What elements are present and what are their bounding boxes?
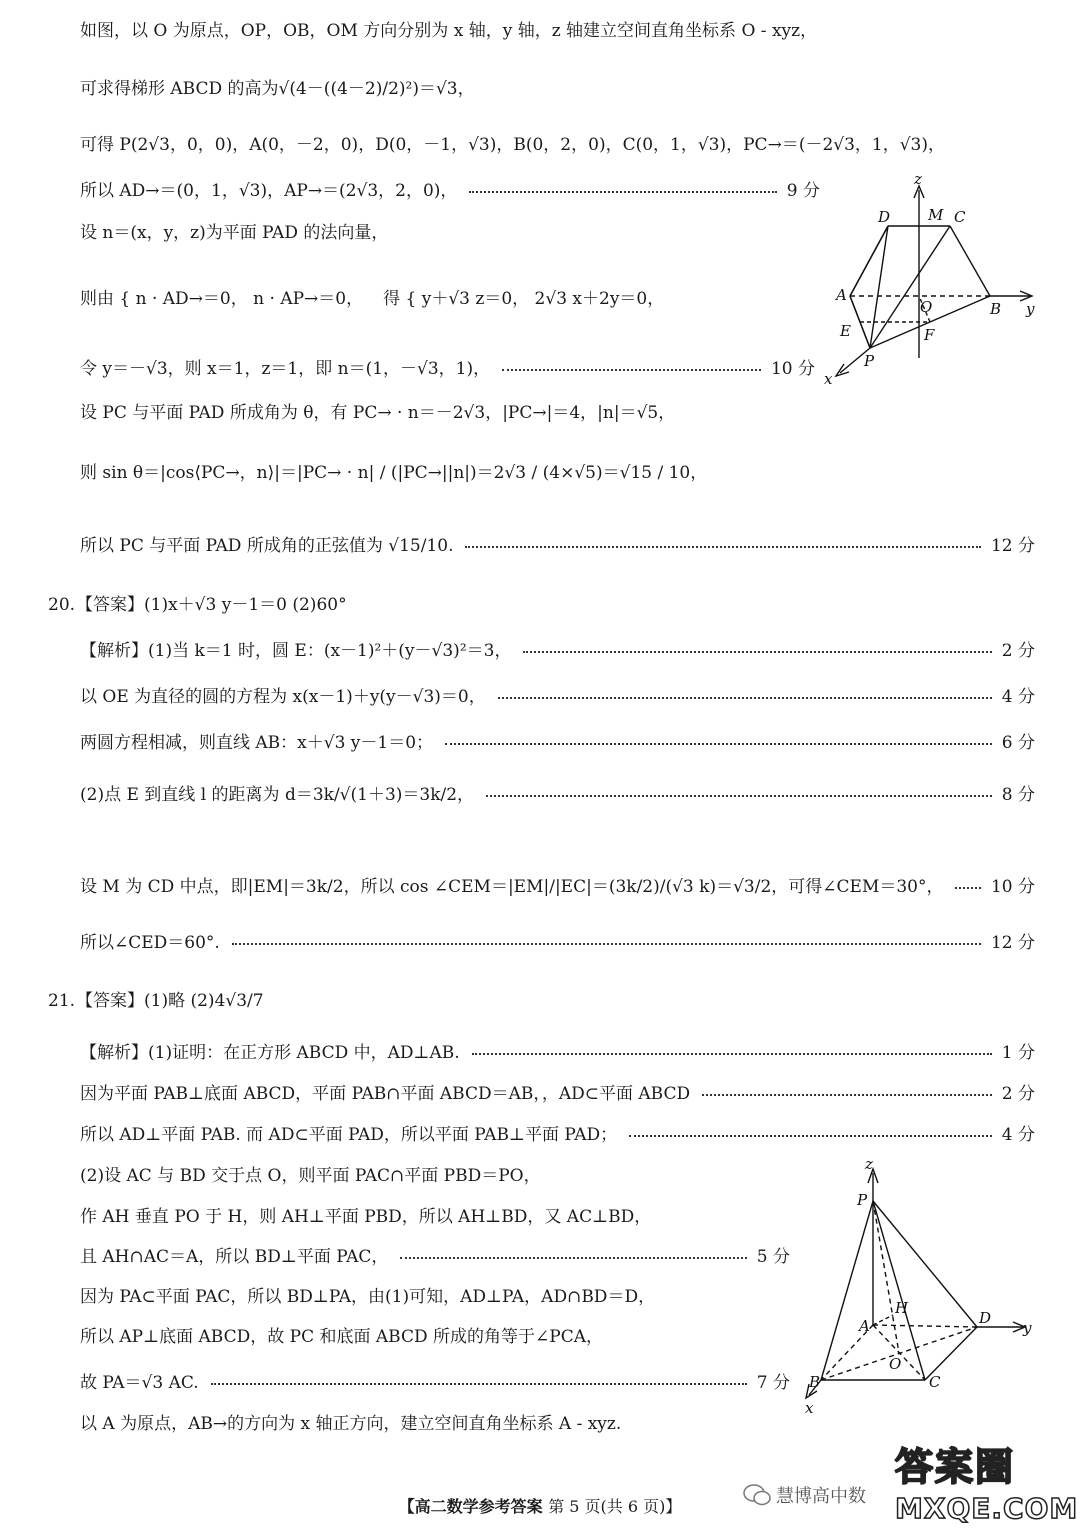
axis-label-y: y xyxy=(1023,1319,1032,1337)
text-line: 所以 AP⊥底面 ABCD，故 PC 和底面 ABCD 所成的角等于∠PCA， xyxy=(80,1327,603,1347)
axis-label-y: y xyxy=(1026,300,1035,318)
scored-line: 以 OE 为直径的圆的方程为 x(x－1)＋y(y－√3)＝0， 4 分 xyxy=(80,687,1035,707)
answer-line: 【答案】(1)x＋√3 y－1＝0 (2)60° xyxy=(76,595,347,615)
text-line: 可求得梯形 ABCD 的高为√(4－((4－2)/2)²)＝√3， xyxy=(80,79,475,99)
question-number: 21. xyxy=(48,991,76,1011)
text-line: 如图，以 O 为原点，OP，OB，OM 方向分别为 x 轴，y 轴，z 轴建立空间直角坐标系 O - xyz， xyxy=(80,21,818,41)
scored-line: 令 y＝－√3，则 x＝1，z＝1，即 n＝(1，－√3，1)， 10 分 xyxy=(80,359,815,379)
scored-line: 所以 AD⊥平面 PAB. 而 AD⊂平面 PAD，所以平面 PAB⊥平面 PAD； 4 分 xyxy=(80,1125,1035,1145)
brand-watermark xyxy=(895,1442,1079,1532)
svg-text:P: P xyxy=(864,352,875,370)
trapezoid-pyramid-figure xyxy=(820,168,1050,393)
axis-label-x: x xyxy=(805,1399,814,1417)
scored-line: 故 PA＝√3 AC. 7 分 xyxy=(80,1373,790,1393)
text-line: 设 PC 与平面 PAD 所成角为 θ，有 PC→ · n＝－2√3，|PC→|＝4，|n|＝√5， xyxy=(80,403,676,423)
brand-logo-text: 答案圈 xyxy=(895,1445,1016,1489)
text-line: 设 n＝(x，y，z)为平面 PAD 的法向量， xyxy=(80,223,389,243)
svg-text:E: E xyxy=(840,322,851,340)
scored-line: 设 M 为 CD 中点，即|EM|＝3k/2，所以 cos ∠CEM＝|EM|/|EC|＝(3k/2)/(√3 k)＝√3/2，可得∠CEM＝30°， 10 分 xyxy=(80,877,1035,897)
scored-line: 且 AH∩AC＝A，所以 BD⊥平面 PAC， 5 分 xyxy=(80,1247,790,1267)
svg-text:C: C xyxy=(954,208,966,226)
scored-line: 【解析】(1)证明：在正方形 ABCD 中，AD⊥AB. 1 分 xyxy=(80,1043,1035,1063)
svg-text:F: F xyxy=(924,326,935,344)
score: 9 分 xyxy=(786,181,820,201)
svg-text:M: M xyxy=(928,206,944,224)
scored-line: 所以 AD→＝(0，1，√3)，AP→＝(2√3，2，0)， 9 分 xyxy=(80,181,820,201)
wechat-icon xyxy=(742,1482,772,1508)
svg-text:H: H xyxy=(895,1299,909,1317)
svg-text:C: C xyxy=(929,1373,941,1391)
svg-text:O: O xyxy=(889,1355,902,1373)
scored-line: 【解析】(1)当 k＝1 时，圆 E：(x－1)²＋(y－√3)²＝3， 2 分 xyxy=(80,641,1035,661)
axis-label-x: x xyxy=(824,370,833,388)
text-line: 可得 P(2√3，0，0)，A(0，－2，0)，D(0，－1，√3)，B(0，2，0)，C(0，1，√3)，PC→＝(－2√3，1，√3)， xyxy=(80,135,946,155)
wechat-watermark: 慧博高中数 xyxy=(742,1478,892,1512)
question-number: 20. xyxy=(48,595,76,615)
svg-text:B: B xyxy=(990,300,1002,318)
axis-label-z: z xyxy=(914,170,922,188)
footer-title: 【高二数学参考答案 xyxy=(398,1497,543,1516)
brand-site: MXQE.COM xyxy=(895,1492,1079,1525)
svg-text:D: D xyxy=(878,208,891,226)
text-line: 以 A 为原点，AB→的方向为 x 轴正方向，建立空间直角坐标系 A - xyz. xyxy=(80,1414,622,1434)
svg-text:A: A xyxy=(859,1317,870,1335)
text-line: 则 sin θ＝|cos⟨PC→，n⟩|＝|PC→ · n| / (|PC→||n|)＝2√3 / (4×√5)＝√15 / 10， xyxy=(80,463,708,483)
axis-label-z: z xyxy=(865,1155,873,1173)
svg-text:P: P xyxy=(857,1191,868,1209)
scored-line: 因为平面 PAB⊥底面 ABCD，平面 PAB∩平面 ABCD＝AB，，AD⊂平面 ABCD 2 分 xyxy=(80,1084,1035,1104)
text-line: 因为 PA⊂平面 PAC，所以 BD⊥PA，由(1)可知，AD⊥PA，AD∩BD＝D， xyxy=(80,1287,656,1307)
svg-text:D: D xyxy=(979,1309,992,1327)
svg-text:O: O xyxy=(920,298,933,316)
equation-system: 则由 { n · AD→＝0， n · AP→＝0， 得 { y＋√3 z＝0， 2√3 x＋2y＝0， xyxy=(80,289,665,309)
text-line: 作 AH 垂直 PO 于 H，则 AH⊥平面 PBD，所以 AH⊥BD，又 AC⊥BD， xyxy=(80,1207,652,1227)
scored-line: 所以 PC 与平面 PAD 所成角的正弦值为 √15/10. 12 分 xyxy=(80,536,1035,556)
scored-line: 所以∠CED＝60°. 12 分 xyxy=(80,933,1035,953)
svg-text:B: B xyxy=(809,1373,821,1391)
scored-line: 两圆方程相减，则直线 AB：x＋√3 y－1＝0； 6 分 xyxy=(80,733,1035,753)
page-number: 第 5 页(共 6 页)】 xyxy=(548,1497,682,1516)
svg-text:A: A xyxy=(836,286,847,304)
text-line: (2)设 AC 与 BD 交于点 O，则平面 PAC∩平面 PBD＝PO， xyxy=(80,1166,541,1186)
square-pyramid-figure xyxy=(795,1155,1045,1420)
answer-line: 【答案】(1)略 (2)4√3/7 xyxy=(76,991,264,1011)
scored-line: (2)点 E 到直线 l 的距离为 d＝3k/√(1＋3)＝3k/2， 8 分 xyxy=(80,785,1035,805)
